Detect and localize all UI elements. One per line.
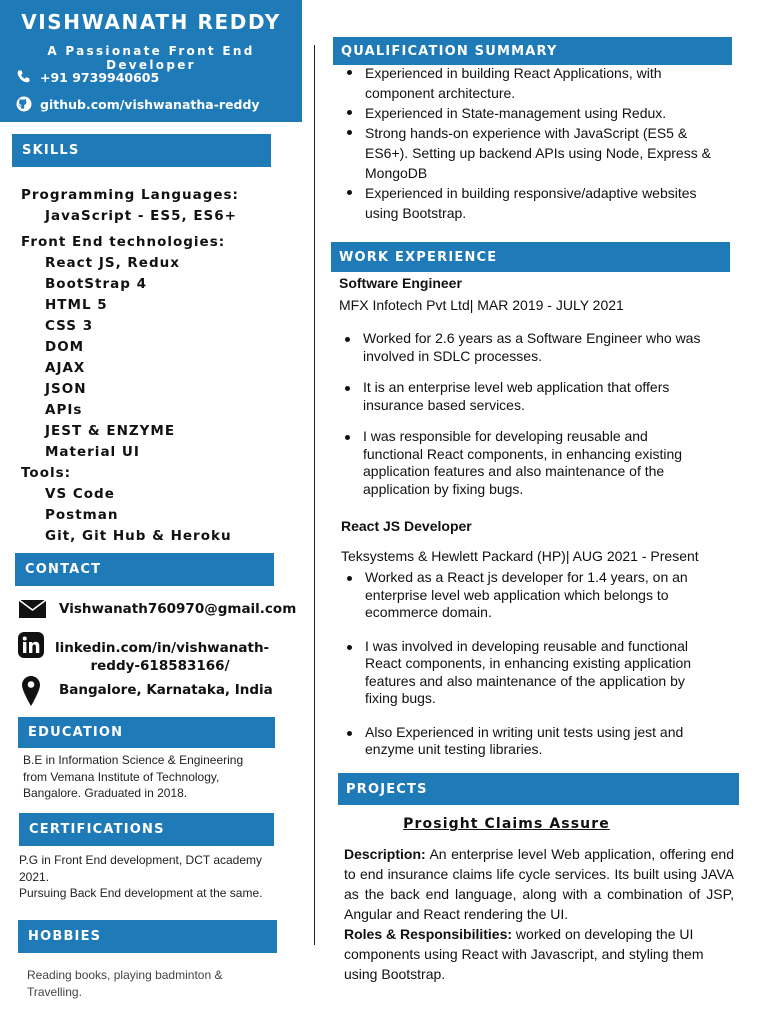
- job-title: Software Engineer: [339, 275, 462, 291]
- roles-label: Roles & Responsibilities:: [344, 926, 513, 942]
- project-roles: [344, 924, 734, 984]
- skill-category: Front End technologies:: [21, 234, 226, 250]
- job-bullets: [339, 569, 734, 759]
- skill-item: VS Code: [45, 486, 115, 502]
- email-row[interactable]: [19, 598, 296, 620]
- linkedin-icon: [18, 632, 44, 662]
- candidate-name: VISHWANATH REDDY: [21, 10, 281, 34]
- skill-item: JavaScript - ES5, ES6+: [45, 208, 237, 224]
- list-item: [337, 379, 732, 414]
- list-item: [339, 569, 734, 622]
- github-link[interactable]: github.com/vishwanatha-reddy: [40, 96, 260, 112]
- job-bullets: [337, 330, 732, 498]
- list-item-line: Worked for 2.6 years as a Software Engineer who was: [363, 330, 701, 346]
- skill-item: AJAX: [45, 360, 86, 376]
- work-heading: WORK EXPERIENCE: [331, 242, 730, 272]
- list-item-line: Experienced in State-management using Redux.: [365, 105, 667, 121]
- phone-icon: [16, 69, 32, 85]
- skill-item: Git, Git Hub & Heroku: [45, 528, 232, 544]
- qualification-heading: QUALIFICATION SUMMARY: [333, 37, 732, 65]
- email-link[interactable]: Vishwanath760970@gmail.com: [59, 601, 297, 617]
- skill-category: Tools:: [21, 465, 72, 481]
- phone-number: +91 9739940605: [40, 69, 160, 85]
- list-item-line: application by fixing bugs.: [363, 480, 524, 497]
- description-text: An enterprise level Web application, offering end to end insurance claims life cycle services. Its built using JAVA as the back end language, along with a combination of JSP, Angular and React rendering the UI.: [344, 846, 734, 922]
- location-text: Bangalore, Karnataka, India: [59, 682, 273, 698]
- list-item-line: functional React components, in enhancing existing: [363, 445, 683, 462]
- hobbies-heading: HOBBIES: [18, 920, 277, 953]
- tagline: A Passionate Front End Developer: [47, 44, 255, 72]
- contact-heading: CONTACT: [15, 553, 274, 586]
- skill-item: JSON: [45, 381, 87, 397]
- list-item-line: ES6+). Setting up backend APIs using Node, Express &: [365, 145, 711, 161]
- job-company: Teksystems & Hewlett Packard (HP)| AUG 2021 - Present: [341, 548, 699, 564]
- description-label: Description:: [344, 846, 426, 862]
- project-title: Prosight Claims Assure: [403, 816, 610, 832]
- envelope-icon: [19, 600, 46, 618]
- skill-item: DOM: [45, 339, 85, 355]
- skill-item: React JS, Redux: [45, 255, 180, 271]
- location-pin-icon: [22, 676, 40, 710]
- qualification-list: [339, 63, 729, 223]
- list-item-line: Experienced in building React Applications, with: [365, 65, 662, 81]
- education-text: [23, 752, 298, 802]
- skills-heading: SKILLS: [12, 134, 271, 167]
- list-item-line: Worked as a React js developer for 1.4 years, on an: [365, 569, 688, 585]
- hobbies-line: Travelling.: [27, 984, 82, 999]
- list-item-line: enterprise level web application which belongs to: [365, 586, 669, 603]
- phone-line: [16, 68, 159, 86]
- list-item: [339, 103, 729, 123]
- hobbies-line: Reading books, playing badminton &: [27, 968, 223, 982]
- certifications-heading: CERTIFICATIONS: [19, 813, 274, 846]
- list-item-line: It is an enterprise level web application that offers: [363, 379, 670, 395]
- linkedin-line[interactable]: reddy-618583166/: [90, 658, 230, 674]
- list-item: [339, 724, 734, 759]
- hobbies-text: [27, 967, 297, 1000]
- skill-item: Material UI: [45, 444, 140, 460]
- skill-category: Programming Languages:: [21, 187, 239, 203]
- list-item-line: ecommerce domain.: [365, 604, 492, 620]
- list-item: [339, 183, 729, 223]
- list-item-line: insurance based services.: [363, 396, 525, 413]
- skill-item: CSS 3: [45, 318, 94, 334]
- education-line: Bangalore. Graduated in 2018.: [23, 786, 188, 800]
- github-line[interactable]: [16, 95, 260, 113]
- certification-line: 2021.: [19, 869, 50, 884]
- skill-item: BootStrap 4: [45, 276, 147, 292]
- list-item-line: Also Experienced in writing unit tests using jest and: [365, 723, 684, 740]
- certifications-text: [19, 852, 309, 902]
- skill-item: APIs: [45, 402, 83, 418]
- list-item-line: MongoDB: [365, 165, 428, 181]
- list-item: [339, 63, 729, 103]
- skill-item: HTML 5: [45, 297, 108, 313]
- education-line: from Vemana Institute of Technology,: [23, 769, 220, 784]
- list-item-line: application features and also maintenance of the: [363, 463, 665, 479]
- roles-text: worked on developing the UI components using React with Javascript, and styling them using Bootstrap.: [344, 926, 704, 982]
- job-title: React JS Developer: [341, 518, 472, 534]
- project-description: [344, 844, 734, 924]
- list-item-line: features and also maintenance of the application by: [365, 672, 685, 689]
- education-line: B.E in Information Science & Engineering: [23, 753, 244, 767]
- list-item-line: enzyme unit testing libraries.: [365, 741, 543, 757]
- linkedin-line[interactable]: linkedin.com/in/vishwanath-: [55, 640, 270, 656]
- list-item: [337, 330, 732, 365]
- job-company: MFX Infotech Pvt Ltd| MAR 2019 - JULY 2021: [339, 297, 624, 313]
- certification-line: Pursuing Back End development at the same.: [19, 886, 263, 900]
- list-item-line: fixing bugs.: [365, 690, 436, 706]
- list-item-line: using Bootstrap.: [365, 205, 467, 221]
- list-item-line: involved in SDLC processes.: [363, 347, 542, 364]
- list-item: [339, 638, 734, 708]
- projects-heading: PROJECTS: [338, 773, 739, 805]
- list-item-line: Strong hands-on experience with JavaScript (ES5 &: [365, 125, 688, 141]
- list-item-line: I was responsible for developing reusable and: [363, 428, 648, 444]
- skill-item: Postman: [45, 507, 119, 523]
- skills-list: [21, 185, 301, 547]
- education-heading: EDUCATION: [18, 717, 275, 748]
- certification-line: P.G in Front End development, DCT academy: [19, 853, 263, 867]
- list-item-line: I was involved in developing reusable and functional: [365, 637, 688, 654]
- list-item-line: React components, in enhancing existing application: [365, 655, 692, 671]
- github-icon: [16, 96, 32, 112]
- list-item: [337, 428, 732, 498]
- list-item-line: component architecture.: [365, 85, 516, 101]
- list-item: [339, 123, 729, 183]
- skill-item: JEST & ENZYME: [45, 423, 176, 439]
- linkedin-link[interactable]: [55, 639, 270, 675]
- list-item-line: Experienced in building responsive/adaptive websites: [365, 185, 697, 201]
- column-divider: [314, 45, 315, 945]
